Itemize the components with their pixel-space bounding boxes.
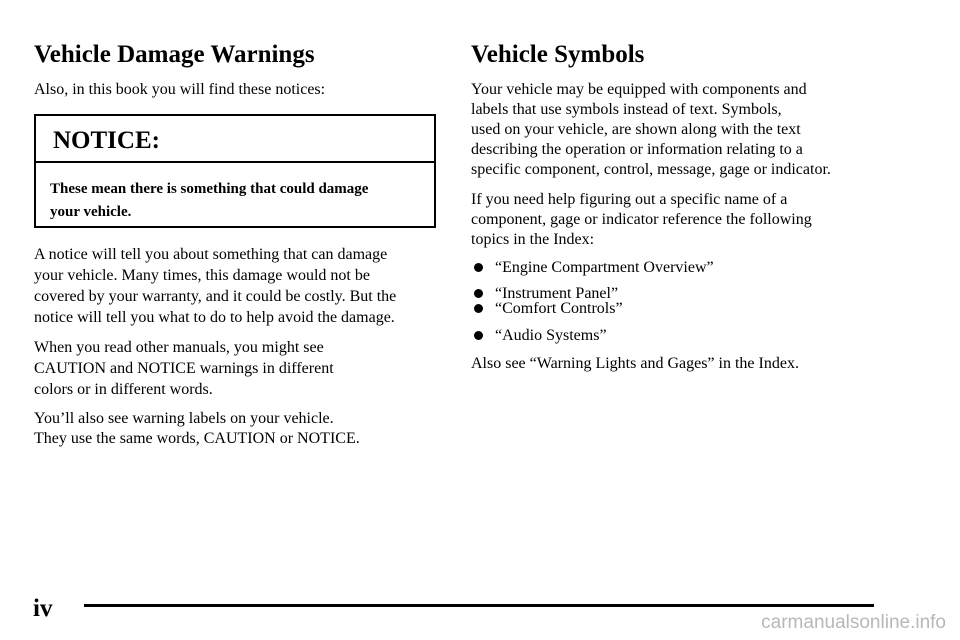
paragraph-line: Your vehicle may be equipped with components and: [471, 81, 807, 98]
paragraph-line: They use the same words, CAUTION or NOTICE.: [34, 430, 360, 447]
paragraph-line: used on your vehicle, are shown along with the text: [471, 121, 801, 138]
paragraph-line: describing the operation or information relating to a: [471, 141, 803, 158]
intro-text: Also, in this book you will find these notices:: [34, 81, 326, 98]
closing-text: Also see “Warning Lights and Gages” in the Index.: [471, 355, 799, 372]
list-item-text: “Comfort Controls”: [495, 300, 623, 317]
notice-header: [36, 116, 434, 163]
paragraph-line: specific component, control, message, gage or indicator.: [471, 161, 831, 178]
bullet-icon: [474, 263, 483, 272]
paragraph-line: covered by your warranty, and it could be costly. But the: [34, 288, 397, 305]
footer-rule: [84, 604, 874, 607]
notice-line: your vehicle.: [50, 204, 132, 220]
paragraph-line: CAUTION and NOTICE warnings in different: [34, 360, 334, 377]
paragraph-line: colors or in different words.: [34, 381, 213, 398]
paragraph-line: When you read other manuals, you might see: [34, 339, 324, 356]
paragraph-line: You’ll also see warning labels on your vehicle.: [34, 410, 334, 427]
bullet-icon: [474, 289, 483, 298]
paragraph-line: topics in the Index:: [471, 231, 595, 248]
bullet-icon: [474, 331, 483, 340]
section-heading-damage-warnings: Vehicle Damage Warnings: [34, 41, 315, 68]
paragraph-line: If you need help figuring out a specific name of a: [471, 191, 788, 208]
paragraph-line: notice will tell you what to do to help avoid the damage.: [34, 309, 395, 326]
notice-line: These mean there is something that could damage: [50, 181, 369, 197]
page-number: iv: [33, 595, 53, 622]
section-heading-vehicle-symbols: Vehicle Symbols: [471, 41, 645, 68]
list-item-text: “Instrument Panel”: [495, 285, 619, 302]
paragraph-line: labels that use symbols instead of text. Symbols,: [471, 101, 782, 118]
paragraph-line: component, gage or indicator reference the following: [471, 211, 812, 228]
paragraph-line: your vehicle. Many times, this damage would not be: [34, 267, 370, 284]
bullet-icon: [474, 304, 483, 313]
notice-title: NOTICE:: [53, 127, 160, 154]
paragraph-line: A notice will tell you about something that can damage: [34, 246, 388, 263]
notice-body: [50, 178, 368, 224]
notice-box: [34, 114, 436, 228]
list-item-text: “Audio Systems”: [495, 327, 607, 344]
watermark: carmanualsonline.info: [761, 612, 946, 633]
list-item-text: “Engine Compartment Overview”: [495, 259, 714, 276]
